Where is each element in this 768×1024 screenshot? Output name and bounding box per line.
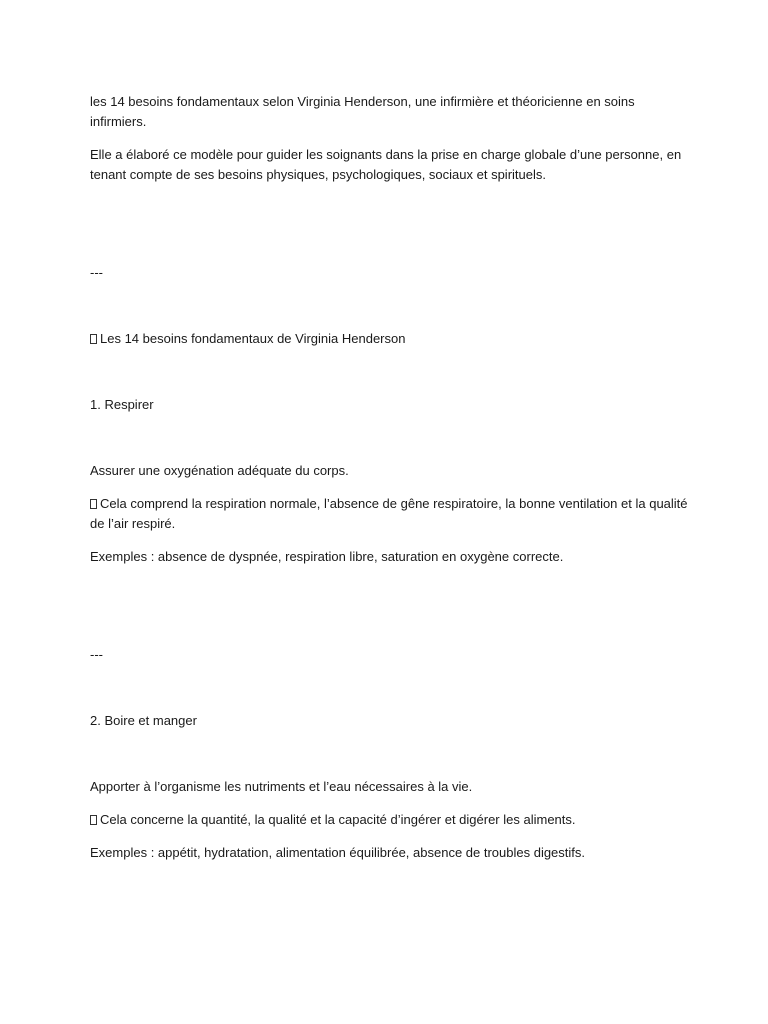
- need-2-summary: Apporter à l’organisme les nutriments et l’eau nécessaires à la vie.: [90, 779, 473, 794]
- section-heading: [90, 329, 690, 349]
- need-1-detail: [90, 494, 690, 534]
- need-1-examples: Exemples : absence de dyspnée, respiration libre, saturation en oxygène correcte.: [90, 549, 564, 564]
- need-2-detail: [90, 810, 690, 830]
- need-2-title: 2. Boire et manger: [90, 713, 197, 728]
- need-1-detail-text: Cela comprend la respiration normale, l’absence de gêne respiratoire, la bonne ventilation et la qualité de l’air respiré.: [90, 496, 688, 531]
- missing-glyph-icon: [90, 499, 97, 509]
- intro-paragraph-1: les 14 besoins fondamentaux selon Virginia Henderson, une infirmière et théoricienne en soins infirmiers.: [90, 94, 635, 129]
- intro-paragraph-2: Elle a élaboré ce modèle pour guider les soignants dans la prise en charge globale d’une personne, en tenant compte de ses besoins physiques, psychologiques, sociaux et spirituels.: [90, 147, 682, 182]
- separator-2: ---: [90, 647, 103, 662]
- missing-glyph-icon: [90, 815, 97, 825]
- need-1-summary: Assurer une oxygénation adéquate du corps.: [90, 463, 349, 478]
- need-1-title: 1. Respirer: [90, 397, 154, 412]
- need-2-examples: Exemples : appétit, hydratation, alimentation équilibrée, absence de troubles digestifs.: [90, 845, 586, 860]
- missing-glyph-icon: [90, 334, 97, 344]
- need-2-detail-text: Cela concerne la quantité, la qualité et la capacité d’ingérer et digérer les aliments.: [100, 812, 576, 827]
- section-heading-text: Les 14 besoins fondamentaux de Virginia Henderson: [100, 331, 406, 346]
- separator-1: ---: [90, 265, 103, 280]
